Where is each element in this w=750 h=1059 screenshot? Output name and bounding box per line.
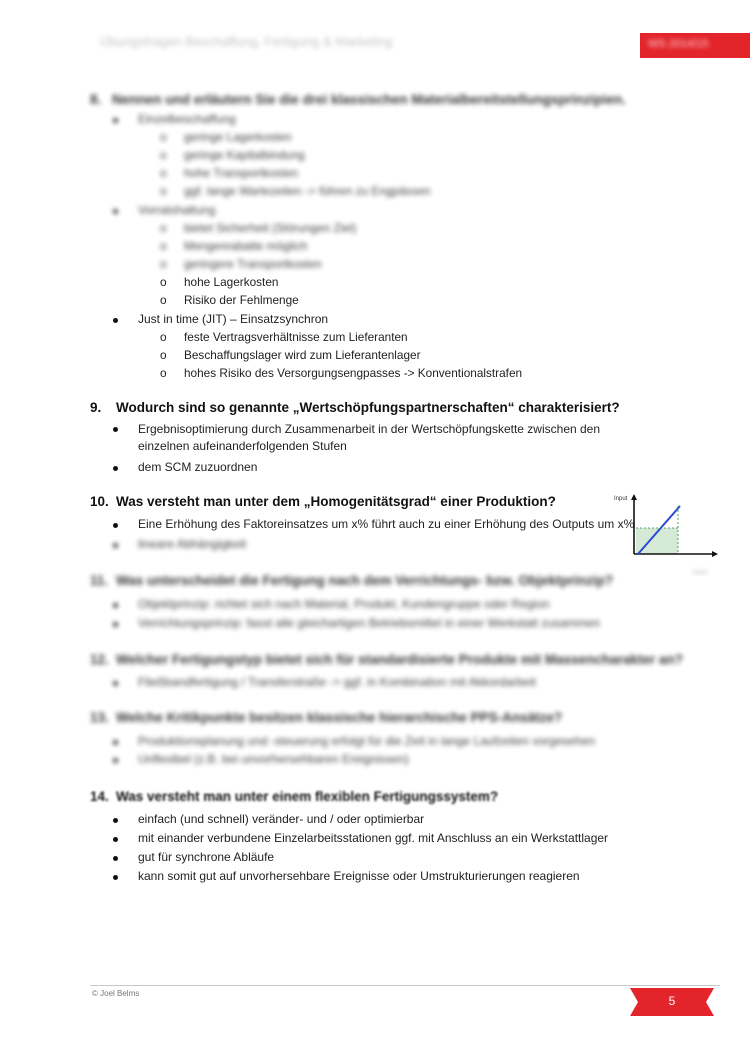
question-14-heading: 14. Was versteht man unter einem flexiblen Fertigungssystem? <box>90 789 499 804</box>
chart-y-arrow <box>631 494 637 500</box>
document-header-title: Übungsfragen Beschaffung, Fertigung & Marketing <box>100 34 393 49</box>
footer-copyright: © Joel Belms <box>92 989 140 998</box>
homogeneity-chart <box>608 490 720 576</box>
question-9-heading: 9. Wodurch sind so genannte „Wertschöpfungspartnerschaften“ charakterisiert? <box>90 400 620 415</box>
footer-divider <box>90 985 720 986</box>
question-11-heading: 11. Was unterscheidet die Fertigung nach dem Verrichtungs- bzw. Objektprinzip? <box>90 573 614 588</box>
chart-x-label: Output <box>692 570 708 576</box>
page-number: 5 <box>668 994 676 1008</box>
question-10-heading: 10. Was versteht man unter dem „Homogenitätsgrad“ einer Produktion? <box>90 494 556 509</box>
chart-x-arrow <box>712 551 718 557</box>
question-12-heading: 12. Welcher Fertigungstyp bietet sich für standardisierte Produkte mit Massencharakter an? <box>90 652 683 667</box>
question-13-heading: 13. Welche Kritikpunkte besitzen klassische hierarchische PPS-Ansätze? <box>90 710 563 725</box>
question-8-heading: 8. Nennen und erläutern Sie die drei klassischen Materialbereitstellungsprinzipien. <box>90 92 626 107</box>
chart-y-label: Input <box>614 496 628 502</box>
semester-badge <box>640 33 750 58</box>
semester-label: WS 2014/15 <box>648 38 709 50</box>
